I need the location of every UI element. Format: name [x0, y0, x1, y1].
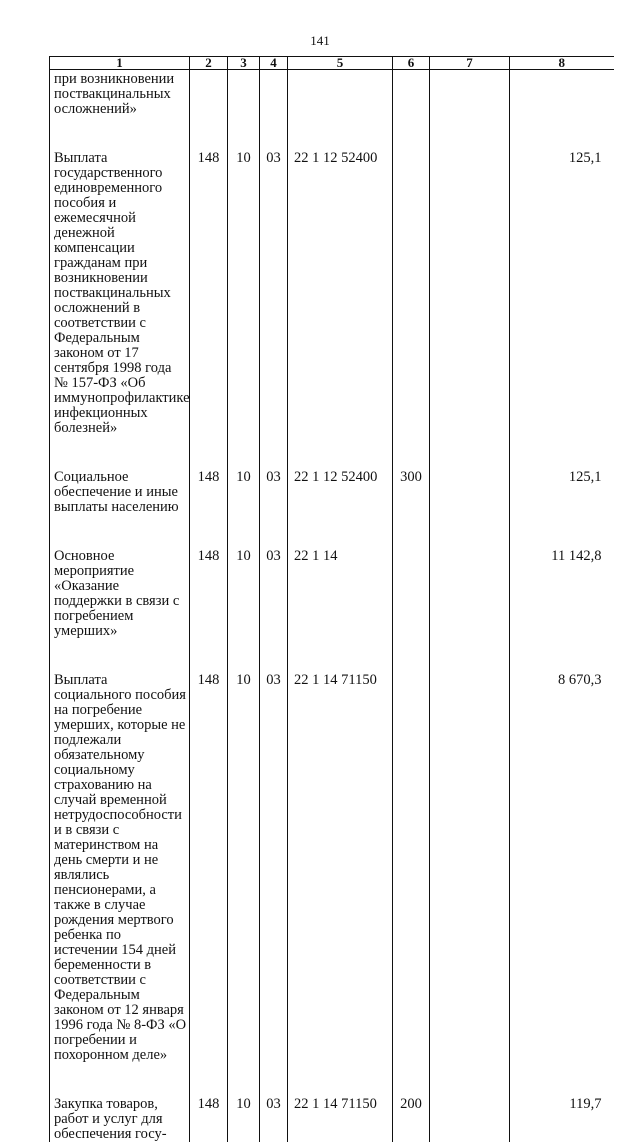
- amount-cell: 125,1: [510, 436, 614, 515]
- subsection-cell: 03: [260, 1063, 288, 1142]
- column-header-3: 3: [228, 57, 260, 70]
- target-article-cell: 22 1 14 71150: [288, 639, 393, 1063]
- budget-table: [49, 56, 614, 1142]
- admin-code-cell: 148: [190, 639, 228, 1063]
- admin-code-cell: 148: [190, 436, 228, 515]
- target-article-cell: 22 1 14: [288, 515, 393, 639]
- expense-type-cell: [393, 515, 430, 639]
- column-header-7: 7: [430, 57, 510, 70]
- section-cell: 10: [228, 515, 260, 639]
- admin-code-cell: 148: [190, 117, 228, 436]
- section-cell: [228, 70, 260, 118]
- amount-cell: 119,7: [510, 1063, 614, 1142]
- column-header-6: 6: [393, 57, 430, 70]
- row-name: при возникновении поствакцинальных осложнений»: [54, 71, 175, 117]
- section-cell: 10: [228, 1063, 260, 1142]
- column-7-cell: [430, 515, 510, 639]
- subsection-cell: 03: [260, 436, 288, 515]
- row-name: Выплата государственного единовременного пособия и ежемесячной денежной компенсации гражданам при возникновении поствакцинальных осложнений в соответствии с Федеральным законом от 17 сентября 1998 года № 157-ФЗ «Об иммунопрофилактике инфекционных болезней»: [54, 150, 190, 436]
- target-article-cell: 22 1 14 71150: [288, 1063, 393, 1142]
- admin-code-cell: [190, 70, 228, 118]
- column-header-2: 2: [190, 57, 228, 70]
- admin-code-cell: 148: [190, 515, 228, 639]
- target-article-cell: 22 1 12 52400: [288, 436, 393, 515]
- amount-cell: [510, 70, 614, 118]
- column-header-1: 1: [50, 57, 190, 70]
- page-number: 141: [310, 33, 330, 48]
- expense-type-cell: [393, 117, 430, 436]
- column-header-5: 5: [288, 57, 393, 70]
- subsection-cell: 03: [260, 639, 288, 1063]
- column-7-cell: [430, 117, 510, 436]
- expense-type-cell: [393, 639, 430, 1063]
- expense-type-cell: 300: [393, 436, 430, 515]
- expense-type-cell: 200: [393, 1063, 430, 1142]
- column-header-8: 8: [510, 57, 614, 70]
- table-row: [50, 515, 614, 639]
- table-header-row: [50, 57, 614, 70]
- section-cell: 10: [228, 117, 260, 436]
- table-row: [50, 117, 614, 436]
- row-name: Социальное обеспечение и иные выплаты населению: [54, 469, 179, 515]
- row-name-cell: [50, 70, 190, 118]
- amount-cell: 125,1: [510, 117, 614, 436]
- row-name-cell: [50, 515, 190, 639]
- section-cell: 10: [228, 639, 260, 1063]
- target-article-cell: 22 1 12 52400: [288, 117, 393, 436]
- subsection-cell: 03: [260, 515, 288, 639]
- amount-cell: 11 142,8: [510, 515, 614, 639]
- table-row: [50, 70, 614, 118]
- row-name-cell: [50, 117, 190, 436]
- target-article-cell: [288, 70, 393, 118]
- row-name-cell: [50, 1063, 190, 1142]
- subsection-cell: [260, 70, 288, 118]
- table-row: [50, 436, 614, 515]
- row-name: Выплата социального пособия на погребение умерших, которые не подлежали обязательному социальному страхованию на случай временной нетрудоспособности и в связи с материнством на день смерти и не являлись пенсионерами, а также в случае рождения мертвого ребенка по истечении 154 дней беременности в соответствии с Федеральным законом от 12 января 1996 года № 8-ФЗ «О погребении и похоронном деле»: [54, 672, 187, 1063]
- amount-cell: 8 670,3: [510, 639, 614, 1063]
- subsection-cell: 03: [260, 117, 288, 436]
- row-name: Основное мероприятие «Оказание поддержки в связи с погребением умерших»: [54, 548, 180, 639]
- table-row: [50, 1063, 614, 1142]
- table-row: [50, 639, 614, 1063]
- column-7-cell: [430, 436, 510, 515]
- row-name-cell: [50, 436, 190, 515]
- section-cell: 10: [228, 436, 260, 515]
- row-name-cell: [50, 639, 190, 1063]
- admin-code-cell: 148: [190, 1063, 228, 1142]
- column-header-4: 4: [260, 57, 288, 70]
- column-7-cell: [430, 1063, 510, 1142]
- row-name: Закупка товаров, работ и услуг для обеспечения госу-: [54, 1096, 167, 1142]
- column-7-cell: [430, 639, 510, 1063]
- column-7-cell: [430, 70, 510, 118]
- expense-type-cell: [393, 70, 430, 118]
